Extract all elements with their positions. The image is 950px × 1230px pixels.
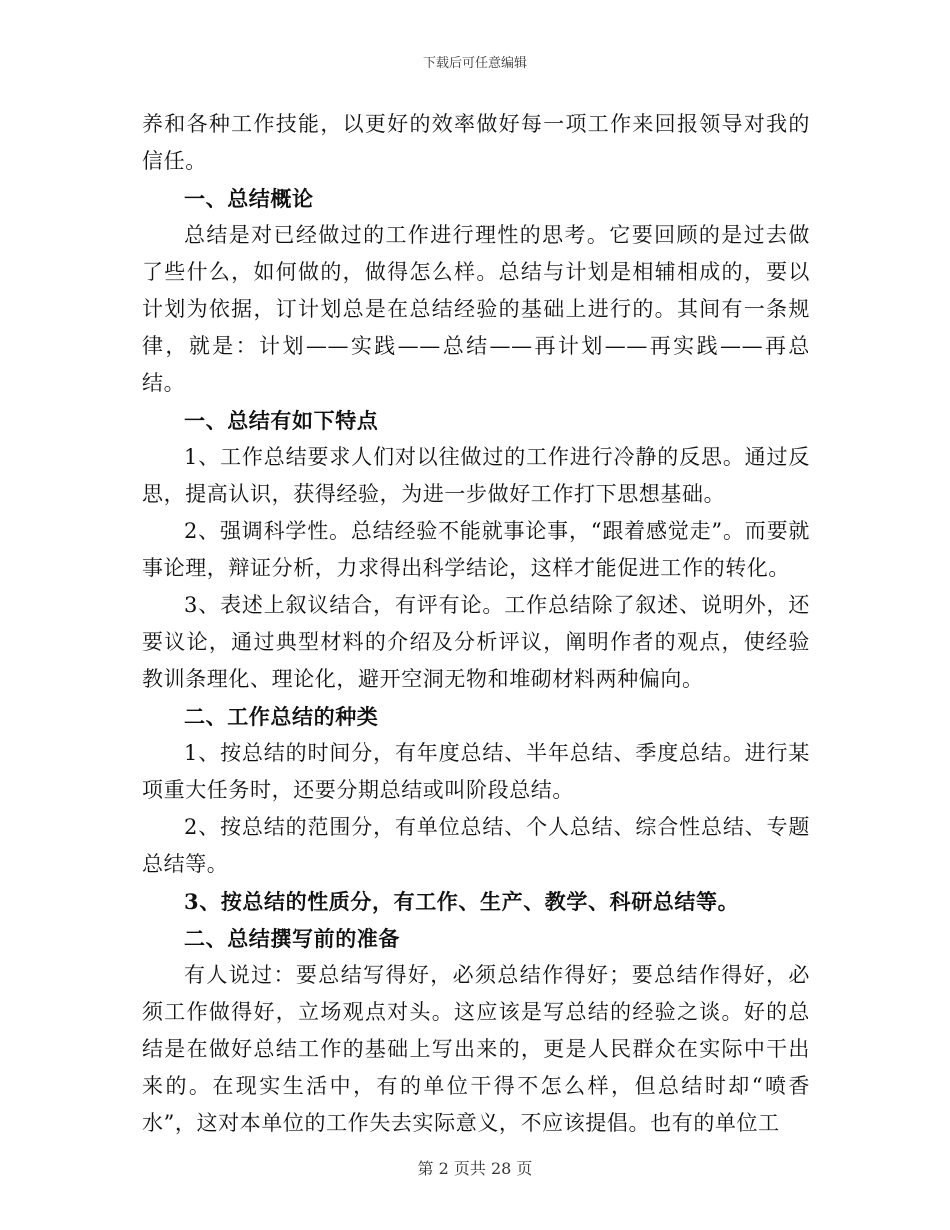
paragraph-continuation: 养和各种工作技能，以更好的效率做好每一项工作来回报领导对我的信任。 bbox=[142, 112, 810, 173]
paragraph-preparation: 有人说过：要总结写得好，必须总结作得好；要总结作得好，必须工作做得好，立场观点对头。这应该是写总结的经验之谈。好的总结是在做好总结工作的基础上写出来的，更是人民群众在实际中干出来的。在现实生活中，有的单位干得不怎么样，但总结时却“喷香水”，这对本单位的工作失去实际意义，不应该提倡。也有的单位工 bbox=[142, 963, 810, 1135]
section-heading-features: 一、总结有如下特点 bbox=[184, 408, 379, 433]
document-body bbox=[142, 106, 810, 1142]
paragraph-overview: 总结是对已经做过的工作进行理性的思考。它要回顾的是过去做了些什么，如何做的，做得怎么样。总结与计划是相辅相成的，要以计划为依据，订计划总是在总结经验的基础上进行的。其间有一条规律，就是：计划——实践——总结——再计划——再实践——再总结。 bbox=[142, 223, 810, 395]
paragraph-feature-2: 2、强调科学性。总结经验不能就事论事，“跟着感觉走”。而要就事论理，辩证分析，力求得出科学结论，这样才能促进工作的转化。 bbox=[142, 519, 810, 580]
page-footer: 第 2 页共 28 页 bbox=[417, 1159, 533, 1178]
paragraph-type-1: 1、按总结的时间分，有年度总结、半年总结、季度总结。进行某项重大任务时，还要分期总结或叫阶段总结。 bbox=[142, 741, 810, 802]
paragraph-feature-1: 1、工作总结要求人们对以往做过的工作进行冷静的反思。通过反思，提高认识，获得经验，为进一步做好工作打下思想基础。 bbox=[142, 445, 810, 506]
paragraph-feature-3: 3、表述上叙议结合，有评有论。工作总结除了叙述、说明外，还要议论，通过典型材料的介绍及分析评议，阐明作者的观点，使经验教训条理化、理论化，避开空洞无物和堆砌材料两种偏向。 bbox=[142, 593, 810, 691]
paragraph-type-2: 2、按总结的范围分，有单位总结、个人总结、综合性总结、专题总结等。 bbox=[142, 815, 810, 876]
page-header: 下载后可任意编辑 bbox=[422, 56, 527, 71]
section-heading-preparation: 二、总结撰写前的准备 bbox=[184, 926, 400, 951]
section-heading-types: 二、工作总结的种类 bbox=[184, 704, 379, 729]
paragraph-type-3: 3、按总结的性质分，有工作、生产、教学、科研总结等。 bbox=[184, 889, 740, 914]
section-heading-overview: 一、总结概论 bbox=[184, 186, 314, 211]
